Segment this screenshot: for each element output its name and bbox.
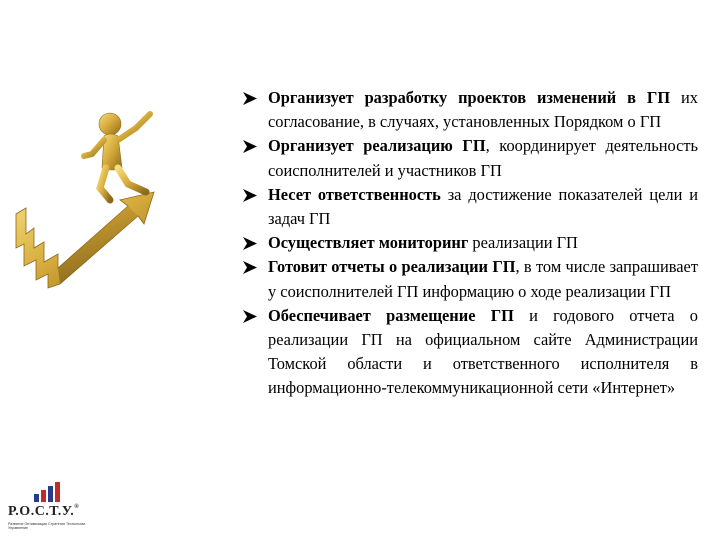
bullet-text-bold: Обеспечивает размещение ГП (268, 305, 514, 325)
logo-title (8, 504, 86, 520)
logo-title-text: Р.О.С.Т.У. (8, 504, 75, 519)
arrowhead-bullet-icon (243, 92, 257, 105)
bullet-text: и годового отчета о реализации ГП на официальном сайте Администрации Томской области и ответственного исполнителя в информационно-телекоммуникационной сети «Интернет» (268, 305, 699, 398)
bullet-item (243, 183, 698, 231)
bullet-text-bold: Организует разработку проектов изменений в ГП (268, 88, 671, 107)
bullet-item (243, 86, 698, 134)
bullet-text: за достижение показателей цели и задач ГП (268, 184, 699, 229)
bullet-text-bold: Осуществляет мониторинг (268, 233, 469, 253)
arrowhead-bullet-icon (243, 189, 257, 202)
bullet-text: , координирует деятельность соисполнителей и участников ГП (268, 136, 698, 180)
bullet-text-bold: Готовит отчеты о реализации ГП (268, 257, 516, 277)
bullet-text: реализации ГП (468, 233, 578, 253)
arrowhead-bullet-icon (243, 310, 257, 323)
bullet-text-bold: Организует реализацию ГП (268, 136, 486, 156)
bullet-text: их согласование, в случаях, установленных Порядком о ГП (268, 88, 698, 132)
arrowhead-bullet-icon (243, 140, 257, 153)
logo-registered-mark: ® (74, 504, 80, 510)
bullet-item (243, 231, 698, 255)
bullet-text: , в том числе запрашивает у соисполнителей ГП информацию о ходе реализации ГП (268, 257, 698, 301)
rostu-logo (8, 480, 86, 536)
logo-subtitle: Развитие Оптимизация Стратегия Технологии Управление (8, 522, 86, 531)
bar-chart-logo-icon (32, 480, 68, 502)
bullet-text-bold: Несет ответственность (268, 184, 441, 204)
arrowhead-bullet-icon (243, 237, 257, 250)
bullet-item (243, 134, 698, 182)
figure-on-rising-arrow-icon (12, 96, 212, 296)
bullet-item (243, 304, 698, 401)
bullet-item (243, 255, 698, 303)
arrowhead-bullet-icon (243, 261, 257, 274)
bullet-list (243, 86, 698, 401)
